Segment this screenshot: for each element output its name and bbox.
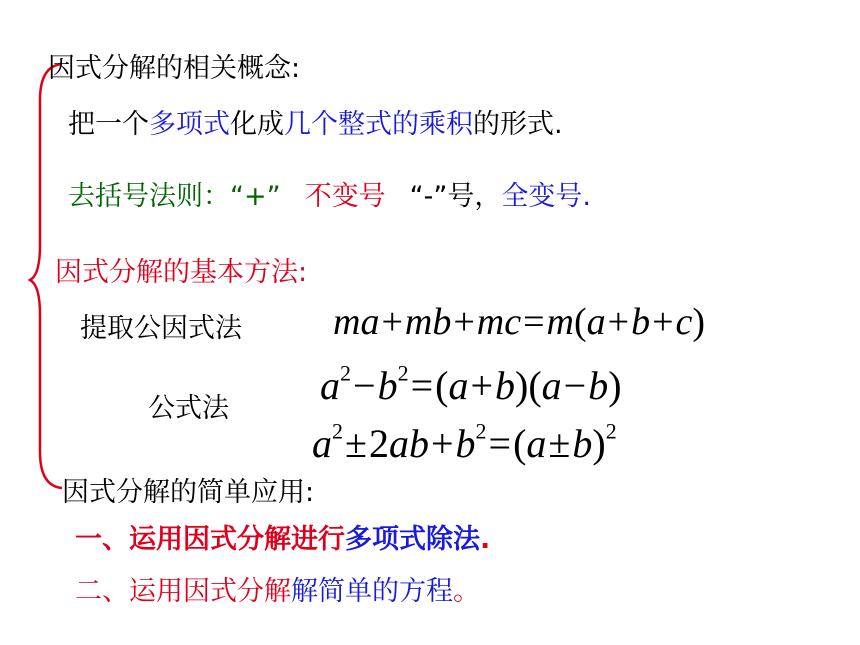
applications-heading [62, 476, 314, 510]
bracket-rule-keep-sign: 不变号 [304, 181, 386, 212]
application-2-prefix: 二、运用因式分解 [75, 576, 291, 607]
definition-product: 几个整式的乘积 [284, 109, 473, 140]
methods-heading-text: 因式分解的基本方法: [55, 257, 308, 288]
bracket-rule-period: . [582, 181, 591, 212]
application-1-polynomial-division: 多项式除法 [345, 524, 480, 555]
bracket-rule-minus: “-”号， [409, 181, 502, 212]
extract-formula: ma+mb+mc=m(a+b+c) [333, 301, 706, 343]
extract-method-label-text: 提取公因式法 [80, 313, 242, 344]
concepts-heading [48, 52, 300, 86]
methods-heading [55, 256, 307, 290]
extract-method-label [80, 312, 242, 346]
applications-heading-text: 因式分解的简单应用: [62, 477, 315, 508]
definition-polynomial: 多项式 [149, 109, 230, 140]
definition-part-3: 化成 [230, 109, 284, 140]
application-1-period: . [480, 524, 491, 555]
application-item-1 [75, 523, 490, 557]
formula-method-label-text: 公式法 [148, 393, 229, 424]
concepts-heading-text: 因式分解的相关概念: [48, 53, 301, 84]
bracket-rule-plus: 去括号法则：“+” [68, 181, 281, 212]
application-1-prefix: 一、运用因式分解进行 [75, 524, 345, 555]
bracket-rule-line [68, 180, 591, 214]
bracket-rule-flip-sign: 全变号 [501, 181, 583, 212]
difference-of-squares-formula: $a^2-b^2=(a+b)(a-b)$ [320, 360, 622, 408]
definition-line [68, 108, 563, 142]
application-2-solve-equation: 解简单的方程 [291, 576, 453, 607]
perfect-square-formula: $a^2\pm 2ab+b^2=(a\pm b)^2$ [312, 418, 617, 466]
application-item-2 [75, 575, 480, 609]
application-2-period: 。 [453, 576, 480, 607]
definition-part-1: 把一个 [68, 109, 149, 140]
definition-part-5: 的形式. [473, 109, 563, 140]
formula-method-label [148, 392, 229, 426]
